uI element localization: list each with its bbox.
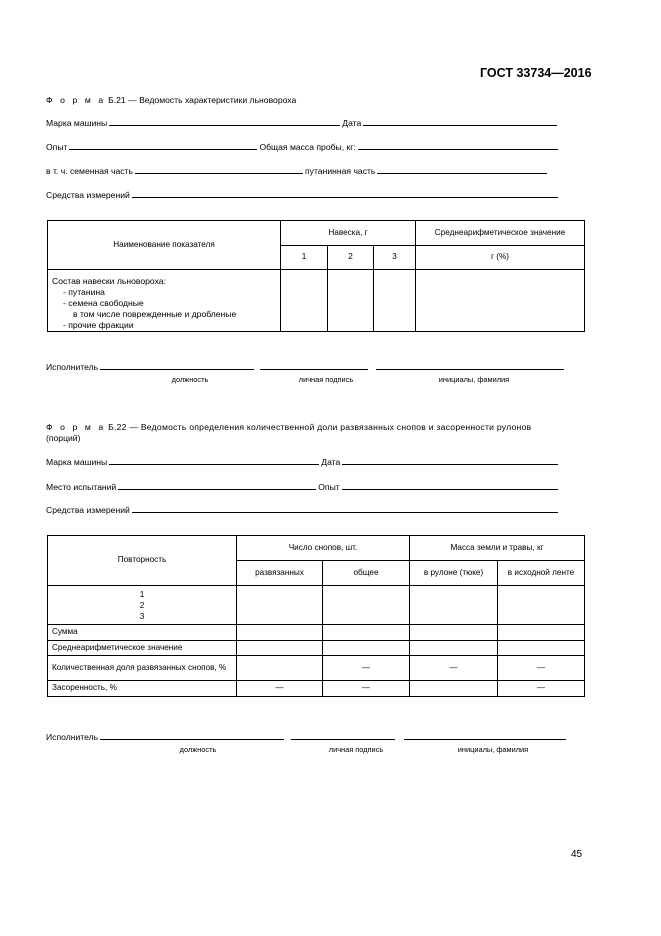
table-row-composition — [48, 270, 281, 332]
form-title: Б.21 — Ведомость характеристики льновороха — [108, 95, 297, 105]
dash-cell: — — [323, 681, 410, 697]
header-in-tape: в исходной ленте — [498, 561, 585, 586]
caption-position: должность — [171, 375, 209, 384]
header-sample-3: 3 — [374, 246, 416, 270]
form-word: Ф о р м а — [46, 422, 106, 432]
dash-cell: — — [237, 681, 323, 697]
standard-number: ГОСТ 33734—2016 — [480, 66, 592, 80]
executor-initials-line[interactable] — [376, 369, 564, 370]
field-line-experiment[interactable] — [342, 489, 558, 490]
field-label-experiment: Опыт — [46, 142, 68, 152]
header-untied: развязанных — [237, 561, 323, 586]
field-label-mark: Марка машины — [46, 457, 108, 467]
header-mass: Масса земли и травы, кг — [410, 536, 585, 561]
repeat-number: 1 — [139, 589, 145, 599]
form-22-title — [46, 422, 531, 433]
executor-signature-line[interactable] — [260, 369, 368, 370]
header-sample-2: 2 — [328, 246, 374, 270]
form22-row-place — [46, 482, 560, 492]
table-cell[interactable] — [498, 641, 585, 656]
form22-row-instruments — [46, 505, 560, 515]
form-22-title-line2: (порций) — [46, 433, 81, 443]
table-cell[interactable] — [498, 586, 585, 625]
dash-cell: — — [410, 656, 498, 681]
caption-initials: инициалы, фамилия — [457, 745, 529, 754]
field-label-date: Дата — [342, 118, 362, 128]
table-row-repeats — [48, 586, 237, 625]
field-label-instruments: Средства измерений — [46, 190, 130, 200]
form21-row-instruments — [46, 190, 560, 200]
row-label-mean: Среднеарифметическое значение — [48, 641, 237, 656]
header-mean: Среднеарифметическое значение — [416, 221, 585, 246]
form22-executor-row — [46, 732, 568, 742]
repeat-number: 2 — [139, 600, 145, 610]
row-line: Состав навески льновороха: — [52, 276, 166, 286]
executor-label: Исполнитель — [46, 362, 99, 372]
header-mean-unit: г (%) — [416, 246, 585, 270]
table-cell[interactable] — [281, 270, 328, 332]
page-number: 45 — [571, 849, 583, 860]
table-cell[interactable] — [323, 625, 410, 641]
header-sheaves: Число снопов, шт. — [237, 536, 410, 561]
field-line-date[interactable] — [363, 125, 557, 126]
caption-initials: инициалы, фамилия — [438, 375, 510, 384]
row-label-sum: Сумма — [48, 625, 237, 641]
table-cell[interactable] — [237, 656, 323, 681]
dash-cell: — — [323, 656, 410, 681]
header-sample-1: 1 — [281, 246, 328, 270]
header-sample: Навеска, г — [281, 221, 416, 246]
row-label-contamination: Засоренность, % — [48, 681, 237, 697]
table-cell[interactable] — [410, 641, 498, 656]
field-line-mark[interactable] — [109, 125, 340, 126]
form21-row-experiment — [46, 142, 560, 152]
table-cell[interactable] — [416, 270, 585, 332]
caption-position: должность — [179, 745, 217, 754]
field-label-seed-part: в т. ч. семенная часть — [46, 166, 134, 176]
dash-cell: — — [498, 656, 585, 681]
field-label-date: Дата — [321, 457, 341, 467]
row-line: в том числе поврежденные и дробленые — [73, 309, 237, 319]
row-line: - путанина — [63, 287, 105, 297]
executor-signature-line[interactable] — [291, 739, 395, 740]
field-line-mark[interactable] — [109, 464, 319, 465]
form-word: Ф о р м а — [46, 95, 106, 105]
caption-signature: личная подпись — [328, 745, 384, 754]
field-line-total-mass[interactable] — [358, 149, 558, 150]
form-21-title — [46, 95, 296, 106]
table-cell[interactable] — [323, 586, 410, 625]
form-title: Б.22 — Ведомость определения количественной доли развязанных снопов и засоренности рулонов — [108, 422, 532, 432]
executor-label: Исполнитель — [46, 732, 99, 742]
table-cell[interactable] — [323, 641, 410, 656]
field-line-seed-part[interactable] — [135, 173, 303, 174]
dash-cell: — — [498, 681, 585, 697]
table-cell[interactable] — [410, 586, 498, 625]
table-cell[interactable] — [410, 681, 498, 697]
table-cell[interactable] — [237, 641, 323, 656]
form21-row-parts — [46, 166, 549, 176]
form21-executor-row — [46, 362, 566, 372]
field-label-instruments: Средства измерений — [46, 505, 130, 515]
field-label-experiment: Опыт — [318, 482, 340, 492]
field-label-mark: Марка машины — [46, 118, 108, 128]
table-cell[interactable] — [237, 625, 323, 641]
field-label-place: Место испытаний — [46, 482, 117, 492]
caption-signature: личная подпись — [298, 375, 354, 384]
table-cell[interactable] — [328, 270, 374, 332]
form21-row-mark — [46, 118, 559, 128]
header-in-roll: в рулоне (тюке) — [410, 561, 498, 586]
field-line-date[interactable] — [342, 464, 558, 465]
field-line-tangle-part[interactable] — [377, 173, 547, 174]
field-line-place[interactable] — [118, 489, 316, 490]
executor-position-line[interactable] — [100, 369, 254, 370]
table-22 — [47, 535, 585, 697]
header-total: общее — [323, 561, 410, 586]
row-line: - прочие фракции — [63, 320, 134, 330]
executor-initials-line[interactable] — [404, 739, 566, 740]
header-repeat: Повторность — [48, 536, 237, 586]
table-cell[interactable] — [237, 586, 323, 625]
form22-row-mark — [46, 457, 560, 467]
table-cell[interactable] — [410, 625, 498, 641]
field-label-total-mass: Общая масса пробы, кг: — [259, 142, 356, 152]
row-label-share: Количественная доля развязанных снопов, % — [48, 656, 237, 681]
header-indicator: Наименование показателя — [48, 221, 281, 270]
field-label-tangle-part: путанинная часть — [305, 166, 376, 176]
field-line-instruments[interactable] — [132, 512, 558, 513]
field-line-instruments[interactable] — [132, 197, 558, 198]
table-cell[interactable] — [498, 625, 585, 641]
field-line-experiment[interactable] — [69, 149, 257, 150]
row-line: - семена свободные — [63, 298, 144, 308]
executor-position-line[interactable] — [100, 739, 284, 740]
table-cell[interactable] — [374, 270, 416, 332]
repeat-number: 3 — [139, 611, 145, 621]
table-21 — [47, 220, 585, 332]
